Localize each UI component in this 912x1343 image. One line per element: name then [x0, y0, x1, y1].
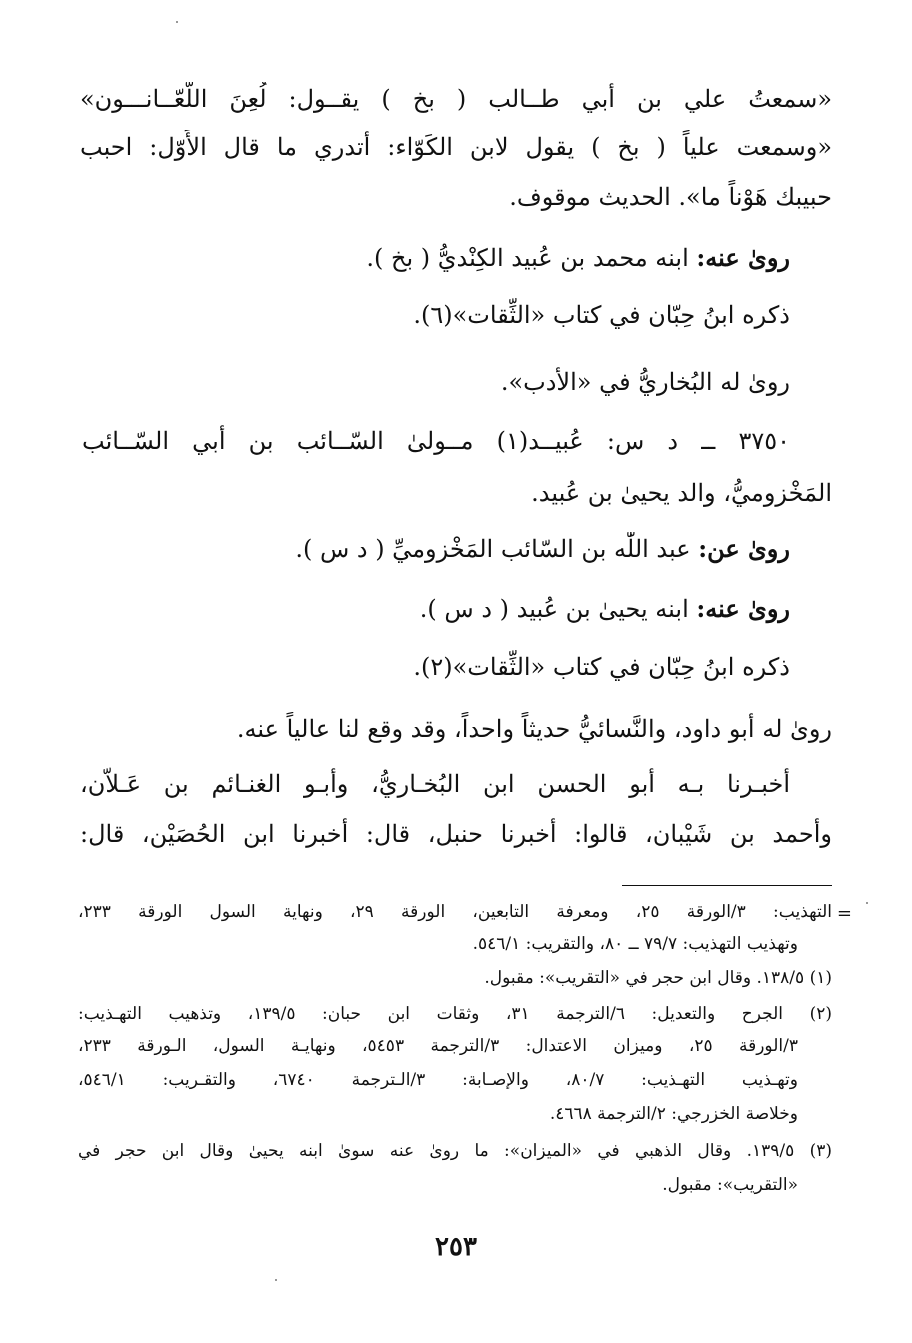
footnote-line: ٣/الورقة ٢٥، وميزان الاعتدال: ٣/الترجمة ٥٤٥٣، ونهايـة السول، الـورقة ٢٣٣،: [78, 1036, 798, 1056]
footnote-line: وتهذيب التهذيب: ٧٩/٧ ــ ٨٠، والتقريب: ٥٤٦/١.: [472, 934, 798, 954]
footnote-line: وخلاصة الخزرجي: ٢/الترجمة ٤٦٦٨.: [549, 1104, 798, 1124]
narrator-text: ابنه يحيىٰ بن عُبيد ( د س ).: [419, 595, 697, 623]
scan-speck: [866, 902, 868, 904]
footnote-separator: [622, 885, 832, 886]
text-line: رویٰ له البُخاريُّ في «الأدب».: [500, 368, 790, 396]
narrator-from-line: [80, 241, 790, 275]
text-line: حبيبك هَوْناً ما». الحديث موقوف.: [509, 183, 832, 211]
footnote-continuation-mark: =: [836, 903, 852, 924]
text-line: وأحمد بن شَيْبان، قالوا: أخبرنا حنبل، قال: أخبرنا ابن الحُصَيْن، قال:: [80, 820, 832, 848]
text-line: أخبـرنا بـه أبو الحسن ابن البُخـاريُّ، وأبـو الغنـائم بن عَـلاّن،: [80, 770, 790, 798]
narrator-text: ابنه محمد بن عُبيد الكِنْديُّ ( بخ ).: [366, 244, 697, 272]
narrator-from-line: [80, 592, 790, 626]
scan-speck: [176, 21, 178, 23]
narrator-label: رویٰ عن:: [698, 534, 790, 563]
text-line: المَخْزوميُّ، والد يحيىٰ بن عُبيد.: [531, 479, 832, 507]
footnote-line: (٣) ١٣٩/٥. وقال الذهبي في «الميزان»: ما روىٰ عنه سوىٰ ابنه يحيىٰ وقال ابن حجر في: [78, 1141, 832, 1161]
scan-speck: [275, 1279, 277, 1281]
text-line: ذكره ابنُ حِبّان في كتاب «الثِّقات»(٢).: [413, 653, 790, 681]
footnote-line: التهذيب: ٣/الورقة ٢٥، ومعرفة التابعين، الورقة ٢٩، ونهاية السول الورقة ٢٣٣،: [78, 902, 832, 922]
footnote-line: (٢) الجرح والتعديل: ٦/الترجمة ٣١، وثقات ابن حبان: ١٣٩/٥، وتذهيب التهـذيب:: [78, 1004, 832, 1024]
footnote-line: (١) ١٣٨/٥. وقال ابن حجر في «التقريب»: مقبول.: [484, 968, 832, 988]
page-number: ٢٥٣: [435, 1232, 477, 1262]
text-line: ذكره ابنُ حِبّان في كتاب «الثِّقات»(٦).: [413, 301, 790, 329]
entry-heading-line: ٣٧٥٠ ــ د س: عُبيــد(١) مــولىٰ السّــائب بن أبي السّــائب: [82, 427, 790, 455]
narrated-from-line: [80, 532, 790, 566]
narrator-label: رویٰ عنه:: [696, 594, 790, 623]
footnote-line: وتهـذيب التهـذيب: ٨٠/٧، والإصـابة: ٣/الـترجمة ٦٧٤٠، والتقـريب: ٥٤٦/١،: [78, 1070, 798, 1090]
footnote-line: «التقريب»: مقبول.: [662, 1175, 798, 1195]
narrator-label: رویٰ عنه:: [696, 243, 790, 272]
text-line: «وسمعت علياً ( بخ ) يقول لابن الكَوّاء: أتدري ما قال الأَوّل: احبب: [80, 133, 832, 161]
text-line: «سمعتُ علي بن أبي طــالب ( بخ ) يقــول: لُعِنَ اللَّعّــانـــون»: [80, 85, 832, 113]
text-line: روىٰ له أبو داود، والنَّسائيُّ حديثاً واحداً، وقد وقع لنا عالياً عنه.: [236, 715, 832, 743]
narrator-text: عبد اللّٰه بن السّائب المَخْزوميِّ ( د س ).: [295, 535, 699, 563]
